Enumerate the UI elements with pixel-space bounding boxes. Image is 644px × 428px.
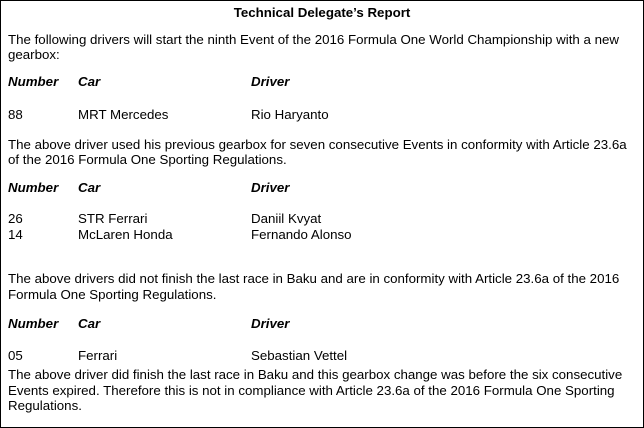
driver-number: 14 [8,226,23,242]
table-row [8,348,636,364]
section-note-1: The above driver used his previous gearbox for seven consecutive Events in conformity with Article 23.6a of the 2016 Formula One Sporting Regulations. [8,136,627,167]
gearbox-table-1 [8,74,636,123]
driver-name: Daniil Kvyat [251,211,322,226]
column-header-number: Number [8,73,59,89]
column-header-driver: Driver [251,73,290,89]
table-row [8,107,636,123]
column-header-driver: Driver [251,316,290,331]
table-header [8,316,636,332]
gearbox-table-2 [8,180,636,243]
column-header-car: Car [78,179,101,195]
column-header-number: Number [8,316,59,331]
car-name: McLaren Honda [78,226,173,242]
driver-name: Fernando Alonso [251,226,352,242]
driver-number: 05 [8,347,23,363]
driver-name: Sebastian Vettel [251,347,348,363]
column-header-car: Car [78,316,101,331]
car-name: Ferrari [78,347,118,363]
driver-number: 26 [8,211,23,226]
gearbox-table-3 [8,316,636,363]
car-name: STR Ferrari [78,211,148,226]
report-title: Technical Delegate’s Report [233,5,411,20]
driver-name: Rio Haryanto [251,107,329,122]
table-header [8,180,636,196]
section-note-2: The above drivers did not finish the last race in Baku and are in conformity with Article 23.6a of the 2016 Formula One Sporting Regulations. [8,271,620,302]
car-name: MRT Mercedes [78,107,169,122]
driver-number: 88 [8,107,23,122]
column-header-car: Car [78,73,101,89]
table-header [8,74,636,90]
section-note-3: The above driver did finish the last race in Baku and this gearbox change was before the six consecutive Events expired. Therefore this is not in compliance with Article 23.6a of the 2016 Formula One Sporting Regulations. [8,367,623,413]
table-row [8,227,636,243]
table-row [8,211,636,227]
column-header-driver: Driver [251,179,290,195]
intro-paragraph: The following drivers will start the ninth Event of the 2016 Formula One World Championship with a new gearbox: [8,31,619,62]
column-header-number: Number [8,179,59,195]
